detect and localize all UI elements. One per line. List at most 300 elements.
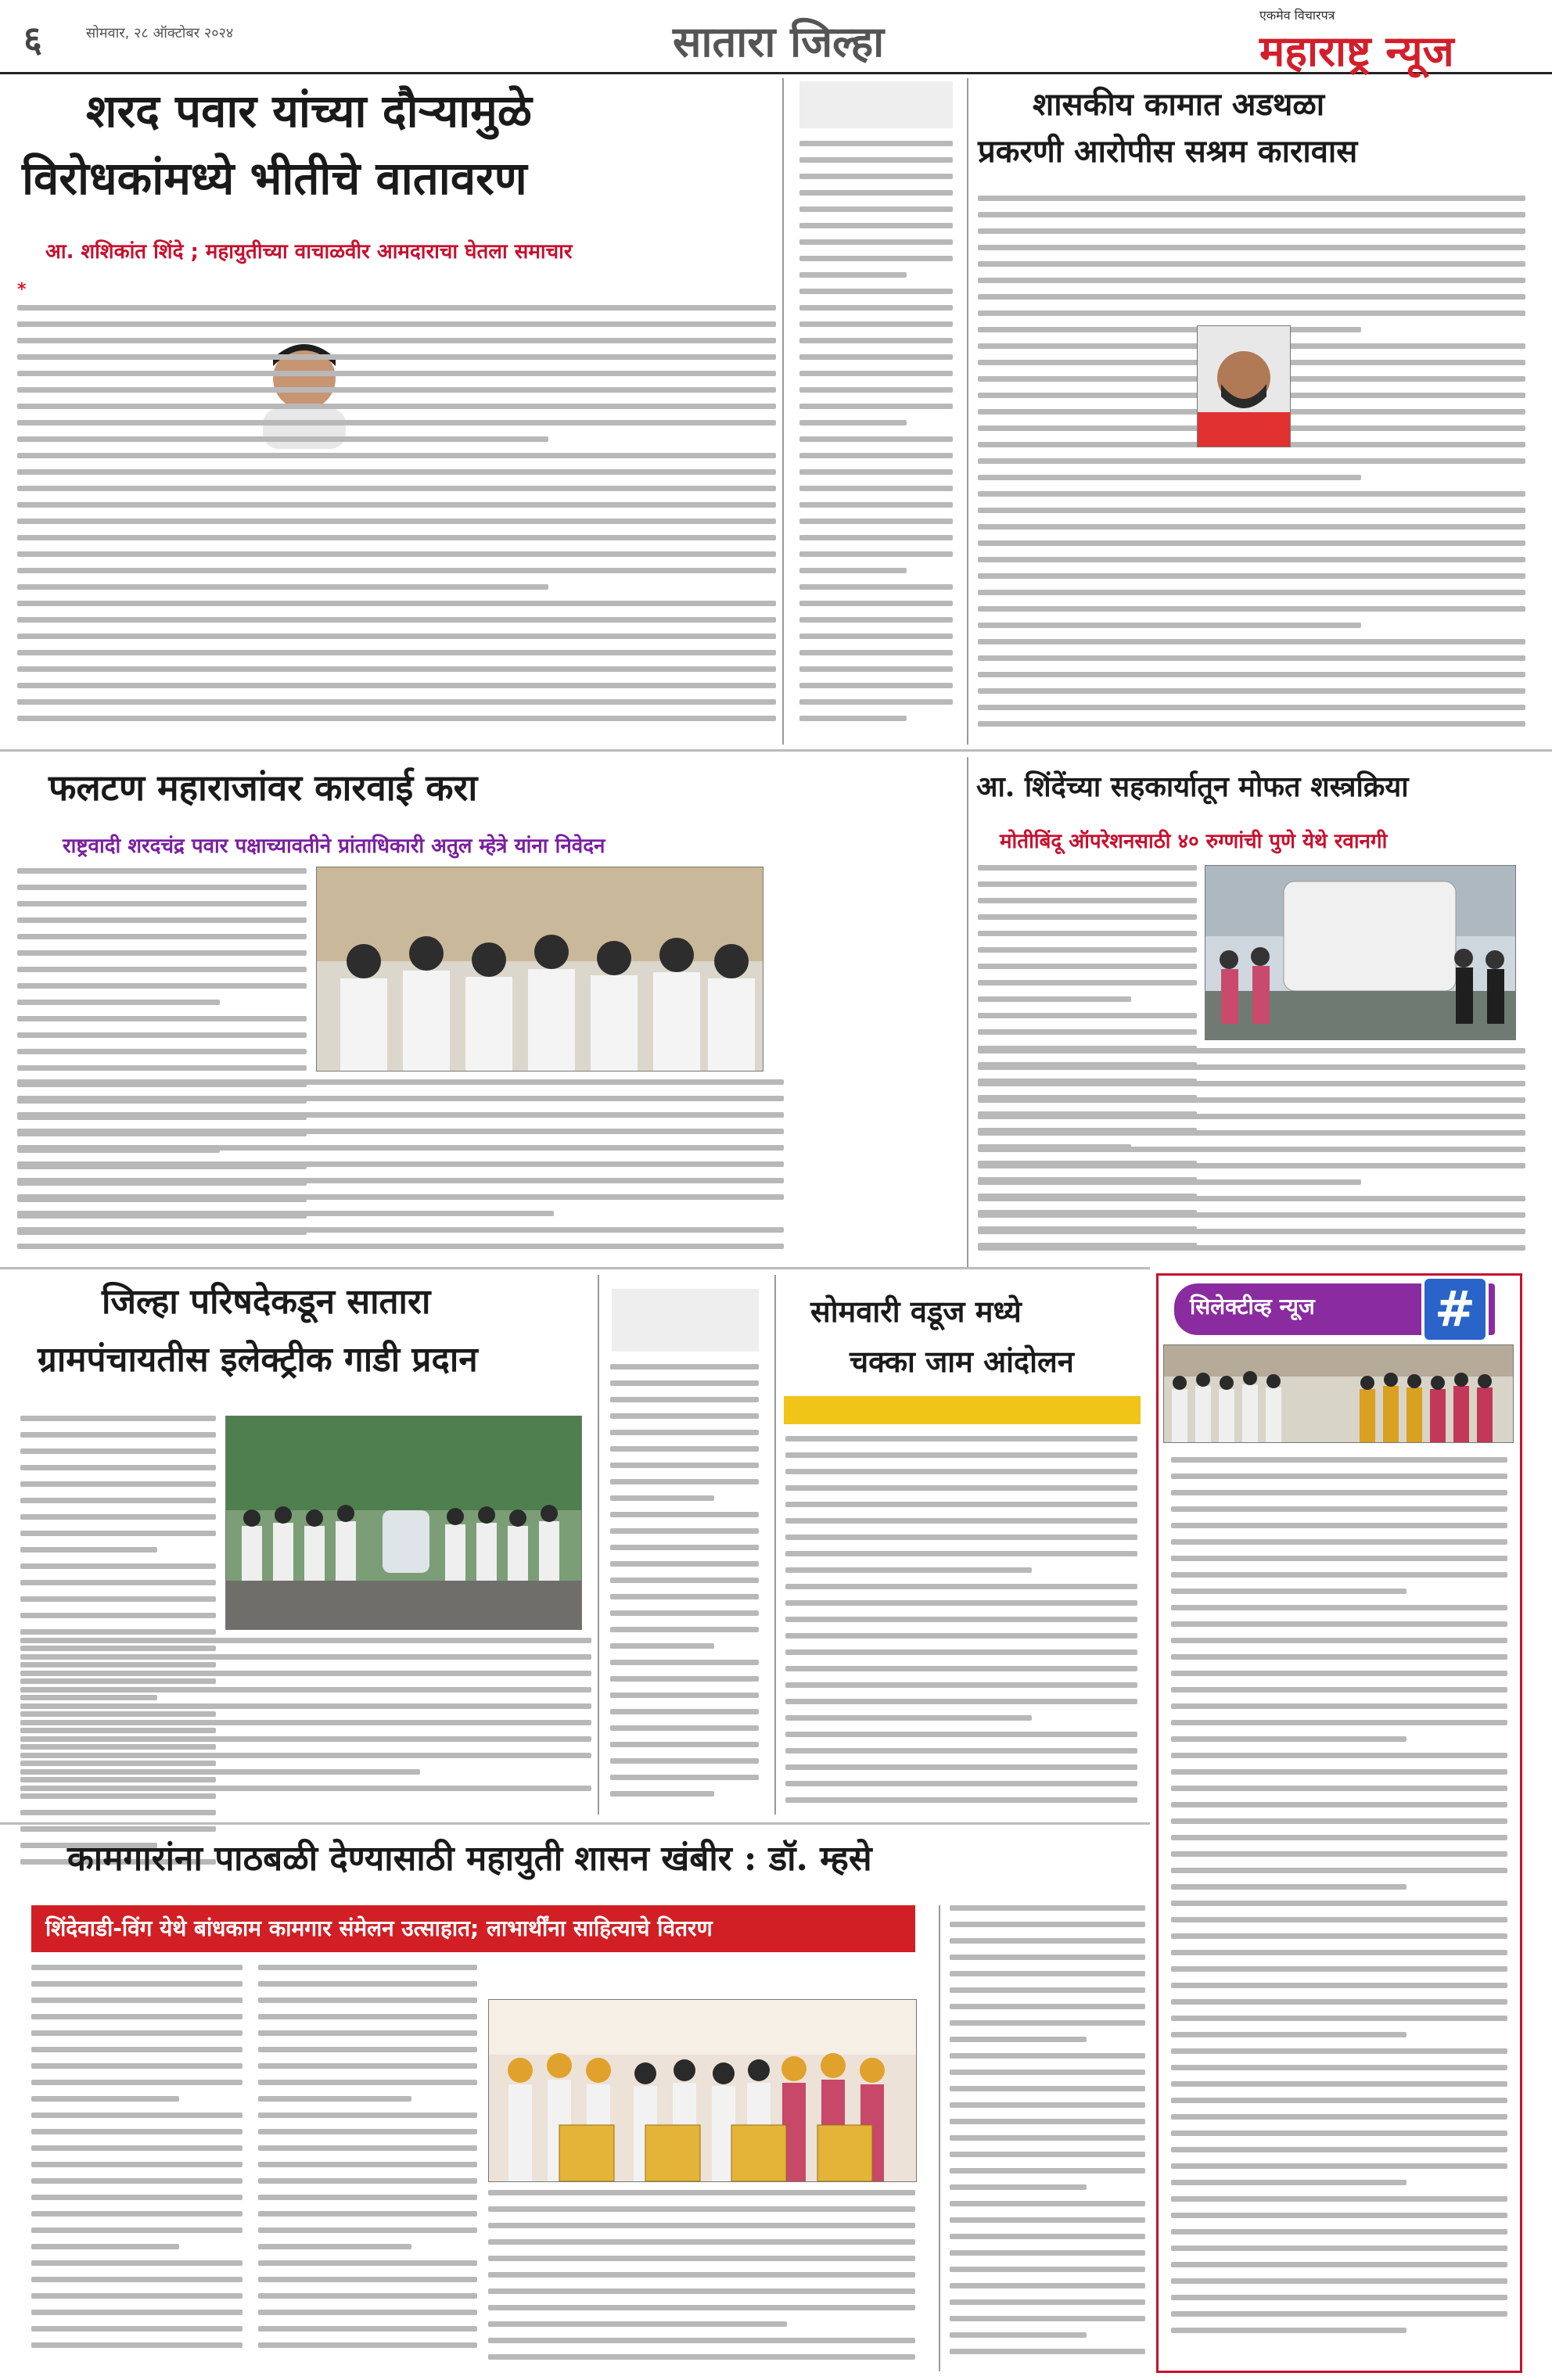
text-line xyxy=(31,2293,242,2299)
text-line xyxy=(978,1048,1525,1054)
text-line xyxy=(799,683,953,688)
brand-tagline: एकमेव विचारपत्र xyxy=(1259,8,1335,23)
text-line xyxy=(17,1065,307,1071)
lead-headline-line2: विरोधकांमध्ये भीतीचे वातावरण xyxy=(22,152,527,205)
text-line xyxy=(950,2234,1145,2239)
memorandum-subhead: राष्ट्रवादी शरदचंद्र पवार पक्षाच्यावतीने प्रांताधिकारी अतुल म्हेत्रे यांना निवेदन xyxy=(63,835,605,858)
text-line xyxy=(17,420,776,425)
text-line xyxy=(610,1742,759,1747)
text-line xyxy=(20,1720,591,1725)
selected-news-photo xyxy=(1163,1344,1514,1443)
selected-news-box xyxy=(1156,1273,1522,2373)
text-line xyxy=(20,1465,216,1470)
text-line xyxy=(950,2135,1145,2141)
text-line xyxy=(17,502,776,508)
text-line xyxy=(17,371,776,376)
zp-article-body-lower xyxy=(20,1638,591,1818)
text-line xyxy=(1171,1490,1507,1495)
text-line xyxy=(17,950,307,956)
text-line xyxy=(17,1000,220,1005)
text-line xyxy=(950,2184,1087,2190)
section-title: सातारा जिल्हा xyxy=(673,16,885,66)
text-line xyxy=(610,1578,759,1583)
text-line xyxy=(950,2349,1145,2354)
text-line xyxy=(17,868,307,874)
text-line xyxy=(950,2069,1145,2075)
text-line xyxy=(1171,2229,1507,2235)
text-line xyxy=(258,2129,477,2134)
column-rule xyxy=(939,1905,940,2371)
text-line xyxy=(17,650,776,655)
text-line xyxy=(258,2310,477,2315)
text-line xyxy=(17,469,776,475)
text-line xyxy=(1171,2065,1507,2070)
text-line xyxy=(978,947,1197,953)
text-line xyxy=(17,934,307,939)
text-line xyxy=(20,1416,216,1421)
text-line xyxy=(978,881,1197,887)
text-line xyxy=(1171,2016,1507,2021)
text-line xyxy=(978,688,1525,694)
text-line xyxy=(1171,1769,1507,1775)
text-line xyxy=(610,1791,714,1797)
text-line xyxy=(1171,1966,1507,1972)
text-line xyxy=(610,1693,759,1698)
text-line xyxy=(1171,2081,1507,2087)
text-line xyxy=(1171,2114,1507,2120)
text-line xyxy=(978,212,1525,217)
right-column-article-body xyxy=(950,1905,1145,2371)
text-line xyxy=(978,705,1525,710)
text-line xyxy=(258,2096,411,2102)
text-line xyxy=(20,1432,216,1438)
text-line xyxy=(950,1955,1145,1960)
text-line xyxy=(1171,2213,1507,2218)
text-line xyxy=(978,458,1525,464)
text-line xyxy=(258,2080,477,2085)
text-line xyxy=(799,371,953,376)
lead-headline-line1: शरद पवार यांच्या दौऱ्यामुळे xyxy=(86,84,532,138)
text-line xyxy=(488,2321,787,2327)
eyecamp-subhead: मोतीबिंदू ऑपरेशनसाठी ४० रुग्णांची पुणे येथे रवानगी xyxy=(1000,830,1388,853)
text-line xyxy=(950,2201,1145,2206)
text-line xyxy=(610,1413,759,1419)
text-line xyxy=(799,157,953,163)
text-line xyxy=(1171,1638,1507,1643)
text-line xyxy=(799,354,953,360)
text-line xyxy=(258,2145,477,2151)
hash-icon: # xyxy=(1421,1276,1489,1343)
text-line xyxy=(31,1998,242,2003)
text-line xyxy=(610,1495,714,1501)
text-line xyxy=(799,535,953,540)
text-line xyxy=(258,2195,477,2200)
text-line xyxy=(20,1498,216,1503)
text-line xyxy=(31,1965,242,1970)
text-line xyxy=(20,1687,591,1693)
text-line xyxy=(610,1512,759,1517)
column-rule xyxy=(598,1275,599,1815)
text-line xyxy=(610,1380,759,1386)
text-line xyxy=(978,491,1525,497)
text-line xyxy=(610,1364,759,1369)
text-line xyxy=(488,2190,915,2195)
text-line xyxy=(1171,2163,1507,2169)
text-line xyxy=(799,634,953,639)
text-line xyxy=(17,699,776,705)
text-line xyxy=(17,387,776,393)
text-line xyxy=(17,683,776,688)
eyecamp-photo xyxy=(1205,865,1516,1040)
workers-headline: कामगारांना पाठबळी देण्यासाठी महायुती शासन खंबीर : डॉ. म्हसे xyxy=(67,1839,872,1879)
text-line xyxy=(950,2250,1145,2256)
text-line xyxy=(17,1049,307,1054)
text-line xyxy=(31,2260,242,2266)
text-line xyxy=(258,2162,477,2167)
text-line xyxy=(785,1535,1137,1540)
text-line xyxy=(950,1905,1145,1911)
text-line xyxy=(950,2102,1145,2108)
text-line xyxy=(17,1244,784,1249)
text-line xyxy=(1171,1703,1507,1709)
text-line xyxy=(950,1922,1145,1927)
text-line xyxy=(1171,1933,1507,1939)
text-line xyxy=(488,2338,915,2343)
text-line xyxy=(978,327,1361,332)
text-line xyxy=(799,256,953,261)
text-line xyxy=(20,1596,216,1602)
text-line xyxy=(31,2113,242,2118)
text-line xyxy=(978,655,1525,661)
text-line xyxy=(799,239,953,245)
text-line xyxy=(1171,2180,1406,2185)
text-line xyxy=(978,980,1197,985)
text-line xyxy=(17,321,776,327)
text-line xyxy=(20,1638,591,1643)
date-line: सोमवार, २८ ऑक्टोबर २०२४ xyxy=(86,25,234,41)
text-line xyxy=(1171,1950,1507,1955)
text-line xyxy=(978,1163,1525,1168)
text-line xyxy=(20,1769,420,1775)
text-line xyxy=(488,2256,915,2261)
accused-photo xyxy=(1197,325,1291,447)
text-line xyxy=(17,338,776,343)
text-line xyxy=(31,2277,242,2282)
text-line xyxy=(799,617,953,623)
text-line xyxy=(20,1613,216,1618)
text-line xyxy=(950,2217,1145,2223)
text-line xyxy=(950,1971,1145,1976)
text-line xyxy=(20,1531,216,1536)
text-line xyxy=(17,551,776,557)
text-line xyxy=(978,573,1525,579)
text-line xyxy=(799,387,953,393)
text-line xyxy=(258,2227,477,2233)
text-line xyxy=(950,2020,1145,2026)
selected-news-body xyxy=(1171,1457,1507,2357)
section-rule xyxy=(0,1822,1150,1825)
text-line xyxy=(799,502,953,508)
text-line xyxy=(17,1129,784,1134)
text-line xyxy=(978,540,1525,546)
text-line xyxy=(1171,1884,1406,1890)
text-line xyxy=(978,606,1525,612)
text-line xyxy=(785,1682,1137,1688)
text-line xyxy=(17,1145,784,1151)
text-line xyxy=(1171,1835,1507,1840)
text-line xyxy=(799,141,953,146)
chakka-article-body xyxy=(785,1436,1137,1815)
text-line xyxy=(978,261,1525,267)
text-line xyxy=(785,1502,1137,1507)
text-line xyxy=(20,1736,591,1742)
text-line xyxy=(31,2129,242,2134)
memorandum-photo xyxy=(316,867,763,1072)
page-number: ६ xyxy=(23,18,42,60)
text-line xyxy=(978,623,1361,628)
side-article-body xyxy=(799,141,953,743)
text-line xyxy=(17,1178,784,1183)
text-line xyxy=(1171,2098,1507,2103)
text-line xyxy=(258,1965,477,1970)
text-line xyxy=(258,2211,477,2217)
byline-marker: * xyxy=(17,280,27,300)
text-line xyxy=(31,1981,242,1987)
text-line xyxy=(799,174,953,179)
text-line xyxy=(610,1430,759,1435)
kit-distribution-photo xyxy=(489,2000,916,2181)
text-line xyxy=(978,228,1525,234)
text-line xyxy=(1171,1720,1507,1725)
text-line xyxy=(20,1703,591,1709)
text-line xyxy=(1171,1753,1507,1758)
text-line xyxy=(1171,2262,1507,2267)
text-line xyxy=(799,305,953,311)
text-line xyxy=(785,1600,1137,1606)
text-line xyxy=(17,568,776,573)
text-line xyxy=(610,1758,759,1764)
text-line xyxy=(17,1161,784,1167)
zp-headline-line2: ग्रामपंचायतीस इलेक्ट्रीक गाडी प्रदान xyxy=(38,1340,478,1380)
section-rule xyxy=(0,1267,1150,1269)
text-line xyxy=(1171,2131,1507,2136)
text-line xyxy=(1171,1474,1507,1479)
selected-news-label: सिलेक्टीव्ह न्यूज xyxy=(1190,1294,1315,1319)
text-line xyxy=(978,1114,1525,1119)
text-line xyxy=(488,2223,915,2228)
text-line xyxy=(258,2244,411,2249)
memorandum-article-body-lower xyxy=(17,1079,784,1267)
group-photo xyxy=(317,867,763,1071)
text-line xyxy=(17,666,776,672)
text-line xyxy=(31,2096,179,2102)
zp-photo xyxy=(225,1416,582,1630)
text-line xyxy=(31,2014,242,2019)
text-line xyxy=(31,2162,242,2167)
text-line xyxy=(258,2342,477,2348)
text-line xyxy=(950,2037,1087,2042)
memorandum-headline: फलटण महाराजांवर कारवाई करा xyxy=(48,766,478,809)
text-line xyxy=(785,1748,1137,1754)
text-line xyxy=(978,898,1197,903)
text-line xyxy=(978,931,1197,936)
text-line xyxy=(799,601,953,606)
text-line xyxy=(978,508,1525,513)
chakka-headline-line1: सोमवारी वडूज मध्ये xyxy=(810,1294,1022,1329)
text-line xyxy=(1171,1736,1406,1742)
text-line xyxy=(950,2332,1087,2338)
text-line xyxy=(978,1245,1525,1251)
text-line xyxy=(1171,1802,1507,1807)
text-line xyxy=(488,2206,915,2212)
text-line xyxy=(799,272,907,278)
text-line xyxy=(258,2014,477,2019)
text-line xyxy=(17,901,307,906)
center-article-body xyxy=(610,1364,759,1815)
text-line xyxy=(17,584,548,590)
text-line xyxy=(785,1518,1137,1524)
text-line xyxy=(978,245,1525,250)
text-line xyxy=(785,1764,1137,1770)
text-line xyxy=(799,699,953,705)
text-line xyxy=(978,475,1361,480)
official-article-body xyxy=(978,196,1525,743)
text-line xyxy=(488,2305,915,2310)
text-line xyxy=(20,1514,216,1520)
text-line xyxy=(31,2080,242,2085)
text-line xyxy=(785,1649,1137,1655)
section-rule xyxy=(0,749,1552,752)
text-line xyxy=(799,716,907,721)
text-line xyxy=(950,2267,1145,2272)
text-line xyxy=(950,2283,1145,2288)
eyecamp-article-body-lower xyxy=(978,1048,1525,1267)
text-line xyxy=(799,584,953,590)
text-line xyxy=(799,551,953,557)
text-line xyxy=(488,2288,915,2294)
text-line xyxy=(1171,2328,1406,2333)
text-line xyxy=(785,1469,1137,1474)
text-line xyxy=(20,1580,216,1585)
text-line xyxy=(610,1676,759,1682)
workers-banner-text: शिंदेवाडी-विंग येथे बांधकाम कामगार संमेलन उत्साहात; लाभार्थींना साहित्याचे वितरण xyxy=(45,1915,713,1941)
text-line xyxy=(1171,1687,1507,1693)
text-line xyxy=(978,1081,1525,1086)
accused-figure xyxy=(1198,326,1290,447)
text-line xyxy=(978,311,1525,316)
text-line xyxy=(610,1545,759,1550)
text-line xyxy=(20,1547,157,1553)
text-line xyxy=(978,1029,1197,1035)
lead-subhead: आ. शशिकांत शिंदे ; महायुतीच्या वाचाळवीर आमदाराचा घेतला समाचार xyxy=(45,240,573,264)
text-line xyxy=(799,568,907,573)
workers-photo xyxy=(488,1999,917,2182)
info-box xyxy=(799,81,953,128)
text-line xyxy=(20,1481,216,1487)
text-line xyxy=(799,453,953,458)
text-line xyxy=(1171,1457,1507,1463)
column-rule xyxy=(782,78,784,745)
text-line xyxy=(258,2047,477,2052)
text-line xyxy=(610,1725,759,1731)
text-line xyxy=(610,1660,759,1665)
text-line xyxy=(258,2277,477,2282)
text-line xyxy=(950,1987,1145,1993)
text-line xyxy=(950,2119,1145,2124)
text-line xyxy=(17,354,776,360)
text-line xyxy=(978,1147,1525,1152)
text-line xyxy=(785,1485,1137,1491)
text-line xyxy=(950,1938,1145,1944)
text-line xyxy=(1171,1523,1507,1528)
text-line xyxy=(785,1436,1137,1441)
text-line xyxy=(785,1584,1137,1589)
text-line xyxy=(799,321,953,327)
text-line xyxy=(17,305,776,311)
text-line xyxy=(785,1699,1137,1704)
chakka-headline-line2: चक्का जाम आंदोलन xyxy=(850,1344,1074,1379)
official-headline-line2: प्रकरणी आरोपीस सश्रम कारावास xyxy=(978,133,1358,170)
text-line xyxy=(978,721,1525,727)
text-line xyxy=(31,2178,242,2184)
text-line xyxy=(20,1826,216,1832)
text-line xyxy=(31,2047,242,2052)
text-line xyxy=(1171,2048,1507,2054)
text-line xyxy=(1171,1621,1507,1627)
text-line xyxy=(1171,1572,1507,1578)
zp-headline-line1: जिल्हा परिषदेकडून सातारा xyxy=(102,1282,431,1322)
text-line xyxy=(799,486,953,491)
column-rule xyxy=(967,757,968,1267)
text-line xyxy=(1171,2278,1507,2284)
text-line xyxy=(799,519,953,524)
text-line xyxy=(610,1528,759,1534)
vehicle-group-photo xyxy=(226,1416,581,1629)
text-line xyxy=(978,196,1525,201)
text-line xyxy=(1171,1506,1507,1512)
text-line xyxy=(799,190,953,196)
text-line xyxy=(17,1096,784,1101)
text-line xyxy=(31,2063,242,2069)
text-line xyxy=(1171,1868,1507,1873)
text-line xyxy=(799,436,953,442)
text-line xyxy=(17,983,307,989)
text-line xyxy=(31,2342,242,2348)
eyecamp-headline: आ. शिंदेंच्या सहकार्यातून मोफत शस्त्रक्रिया xyxy=(976,770,1409,803)
text-line xyxy=(799,420,907,425)
text-line xyxy=(978,524,1525,529)
text-line xyxy=(950,2299,1145,2305)
column-rule xyxy=(967,78,968,745)
text-line xyxy=(31,2145,242,2151)
text-line xyxy=(20,1753,591,1758)
text-line xyxy=(785,1452,1137,1458)
text-line xyxy=(785,1617,1137,1622)
text-line xyxy=(978,1130,1525,1136)
text-line xyxy=(17,1227,784,1233)
text-line xyxy=(17,1016,307,1021)
text-line xyxy=(1171,1588,1406,1594)
text-line xyxy=(488,2354,915,2360)
text-line xyxy=(1171,1917,1507,1922)
text-line xyxy=(31,2227,242,2233)
text-line xyxy=(785,1715,1032,1721)
text-line xyxy=(17,617,776,623)
text-line xyxy=(610,1463,759,1468)
text-line xyxy=(17,1112,784,1118)
text-line xyxy=(17,1194,784,1200)
text-line xyxy=(610,1643,714,1649)
